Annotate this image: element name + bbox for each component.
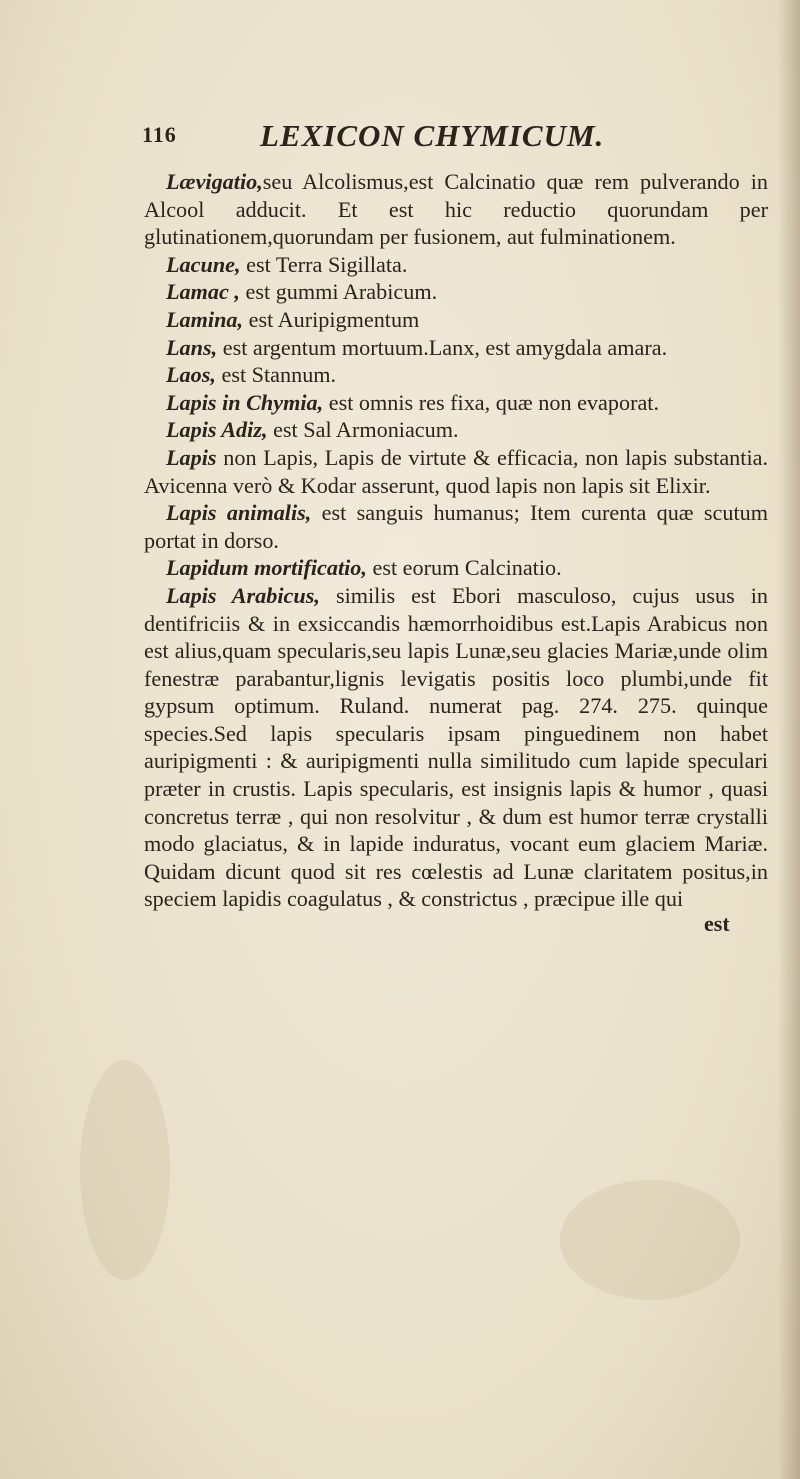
entry-headword: Lapidum mortificatio, xyxy=(166,555,367,581)
lexicon-entry xyxy=(144,499,768,554)
entry-text: est Terra Sigillata. xyxy=(246,251,408,277)
entry-text: est eorum Calcinatio. xyxy=(372,555,562,581)
entry-text: est Sal Armoniacum. xyxy=(273,417,459,443)
lexicon-entry xyxy=(144,389,768,417)
lexicon-entry xyxy=(144,334,768,362)
catchword: est xyxy=(704,911,730,936)
entry-headword: Laos, xyxy=(166,362,216,388)
page-header xyxy=(142,118,742,158)
lexicon-entry xyxy=(144,554,768,582)
entry-headword: Lapis in Chymia, xyxy=(166,389,324,415)
entry-text: est Auripigmentum xyxy=(248,306,420,332)
entry-text: similis est Ebori masculoso, cujus usus in dentifriciis & in exsiccandis hæmorrhoidibus est.Lapis Arabicus non est alius,quam specularis,seu lapis Lunæ,seu glacies Mariæ,unde olim fenestræ parabantur,lignis levigatis positis loco plumbi,unde fit gypsum optimum. Ruland. numerat pag. 274. 275. quinque species.Sed lapis specularis ipsam pinguedinem non habet auripigmenti : & auripigmenti nulla similitudo cum lapide speculari præter in crustis. Lapis specularis, est insignis lapis & humor , quasi concretus terræ , qui non resolvitur , & dum est humor terræ crystalli modo glaciatus, & in lapide induratus, vocant eum glaciem Mariæ. Quidam dicunt quod sit res cœlestis ad Lunæ claritatem positus,in speciem lapidis coagulatus , & constrictus , præcipue ille qui xyxy=(144,582,769,912)
entry-headword: Lapis xyxy=(166,444,217,470)
lexicon-text xyxy=(144,168,768,913)
entry-headword: Lævigatio, xyxy=(166,169,263,194)
entry-headword: Lamac , xyxy=(166,279,240,305)
lexicon-entry xyxy=(144,278,768,306)
entry-headword: Lapis animalis, xyxy=(166,500,312,526)
entry-text: est gummi Arabicum. xyxy=(245,279,438,305)
lexicon-entry xyxy=(144,444,768,499)
lexicon-entry xyxy=(144,361,768,389)
entry-text: est argentum mortuum.Lanx, est amygdala amara. xyxy=(222,334,668,360)
entry-text: seu Alcolismus,est Calcinatio quæ rem pulverando in Alcool adducit. Et est hic reductio quorundam per glutinationem,quorundam per fusionem, aut fulminationem. xyxy=(144,169,768,250)
page-number: 116 xyxy=(142,122,177,147)
entry-text: est Stannum. xyxy=(221,362,337,388)
entry-headword: Lacune, xyxy=(166,251,241,277)
paper-stain xyxy=(80,1060,170,1280)
entry-headword: Lans, xyxy=(166,334,218,360)
entry-headword: Lamina, xyxy=(166,306,244,332)
lexicon-entry xyxy=(144,306,768,334)
paper-stain xyxy=(560,1180,740,1300)
lexicon-entry xyxy=(144,168,768,251)
lexicon-entry xyxy=(144,416,768,444)
entry-headword: Lapis Arabicus, xyxy=(166,582,320,608)
lexicon-entry xyxy=(144,251,768,279)
entry-text: non Lapis, Lapis de virtute & efficacia, non lapis substantia. Avicenna verò & Kodar asserunt, quod lapis non lapis sit Elixir. xyxy=(144,444,769,498)
running-title: LEXICON CHYMICUM. xyxy=(260,118,605,153)
lexicon-entry xyxy=(144,582,768,913)
entry-headword: Lapis Adiz, xyxy=(166,417,268,443)
entry-text: est sanguis humanus; Item curenta quæ scutum portat in dorso. xyxy=(144,500,768,553)
entry-text: est omnis res fixa, quæ non evaporat. xyxy=(328,389,660,415)
page-edge-shadow xyxy=(778,0,800,1479)
